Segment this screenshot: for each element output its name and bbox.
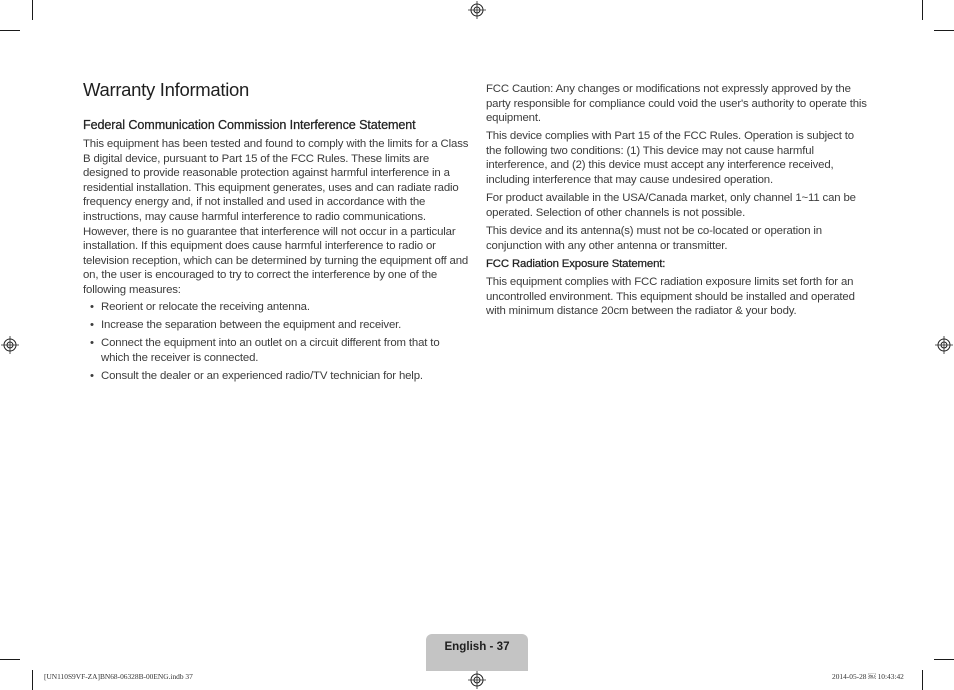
list-item	[90, 336, 470, 365]
list-item	[90, 300, 470, 315]
registration-mark-icon	[935, 336, 953, 354]
channels-paragraph: For product available in the USA/Canada market, only channel 1~11 can be operated. Selection of other channels is not possible.	[486, 192, 856, 219]
registration-mark-icon	[468, 671, 486, 689]
fcc-caution-paragraph: FCC Caution: Any changes or modifications not expressly approved by the party responsible for compliance could void the user's authority to operate this equipment.	[486, 83, 867, 125]
list-item	[90, 369, 470, 384]
crop-mark	[922, 670, 923, 690]
list-item-text: Consult the dealer or an experienced radio/TV technician for help.	[101, 370, 423, 383]
crop-mark	[922, 0, 923, 20]
crop-mark	[32, 0, 33, 20]
colocation-paragraph: This device and its antenna(s) must not be co-located or operation in conjunction with any other antenna or transmitter.	[486, 225, 822, 252]
bullet-mark: •	[90, 301, 94, 313]
radiation-paragraph: This equipment complies with FCC radiation exposure limits set forth for an uncontrolled environment. This equipment should be installed and operated with minimum distance 20cm between the radiator & your body.	[486, 276, 855, 318]
crop-mark	[934, 659, 954, 660]
measures-list	[90, 300, 470, 387]
list-item-text: Increase the separation between the equipment and receiver.	[101, 319, 402, 332]
radiation-heading: FCC Radiation Exposure Statement:	[486, 258, 666, 270]
bullet-mark: •	[90, 370, 94, 383]
crop-mark	[934, 30, 954, 31]
list-item-text: Connect the equipment into an outlet on a circuit different from that to which the receiver is connected.	[101, 337, 440, 364]
file-slug: [UN110S9VF-ZA]BN68-06328B-00ENG.indb 37	[44, 672, 193, 681]
registration-mark-icon	[468, 1, 486, 19]
intro-paragraph: This equipment has been tested and found to comply with the limits for a Class B digital device, pursuant to Part 15 of the FCC Rules. These limits are designed to provide reasonable protection against harmful interference in a residential installation. This equipment generates, uses and can radiate radio frequency energy and, if not installed and used in accordance with the instructions, may cause harmful interference to radio communications. However, there is no guarantee that interference will not occur in a particular installation. If this equipment does cause harmful interference to radio or television reception, which can be determined by turning the equipment off and on, the user is encouraged to try to correct the interference by one of the following measures:	[83, 138, 469, 296]
bullet-mark: •	[90, 337, 94, 350]
list-item	[90, 318, 470, 333]
page-number: English - 37	[444, 640, 510, 653]
timestamp-slug: 2014-05-28 ￼ 10:43:42	[832, 672, 904, 681]
registration-mark-icon	[1, 336, 19, 354]
page-title: Warranty Information	[83, 79, 250, 100]
part15-paragraph: This device complies with Part 15 of the FCC Rules. Operation is subject to the following two conditions: (1) This device may not cause harmful interference, and (2) this device must accept any interference received, including interference that may cause undesired operation.	[486, 130, 854, 186]
bullet-mark: •	[90, 319, 94, 332]
crop-mark	[0, 659, 20, 660]
crop-mark	[32, 670, 33, 690]
crop-mark	[0, 30, 20, 31]
list-item-text: Reorient or relocate the receiving antenna.	[101, 301, 310, 313]
section-heading: Federal Communication Commission Interference Statement	[83, 118, 416, 132]
page-number-tab	[426, 634, 528, 671]
